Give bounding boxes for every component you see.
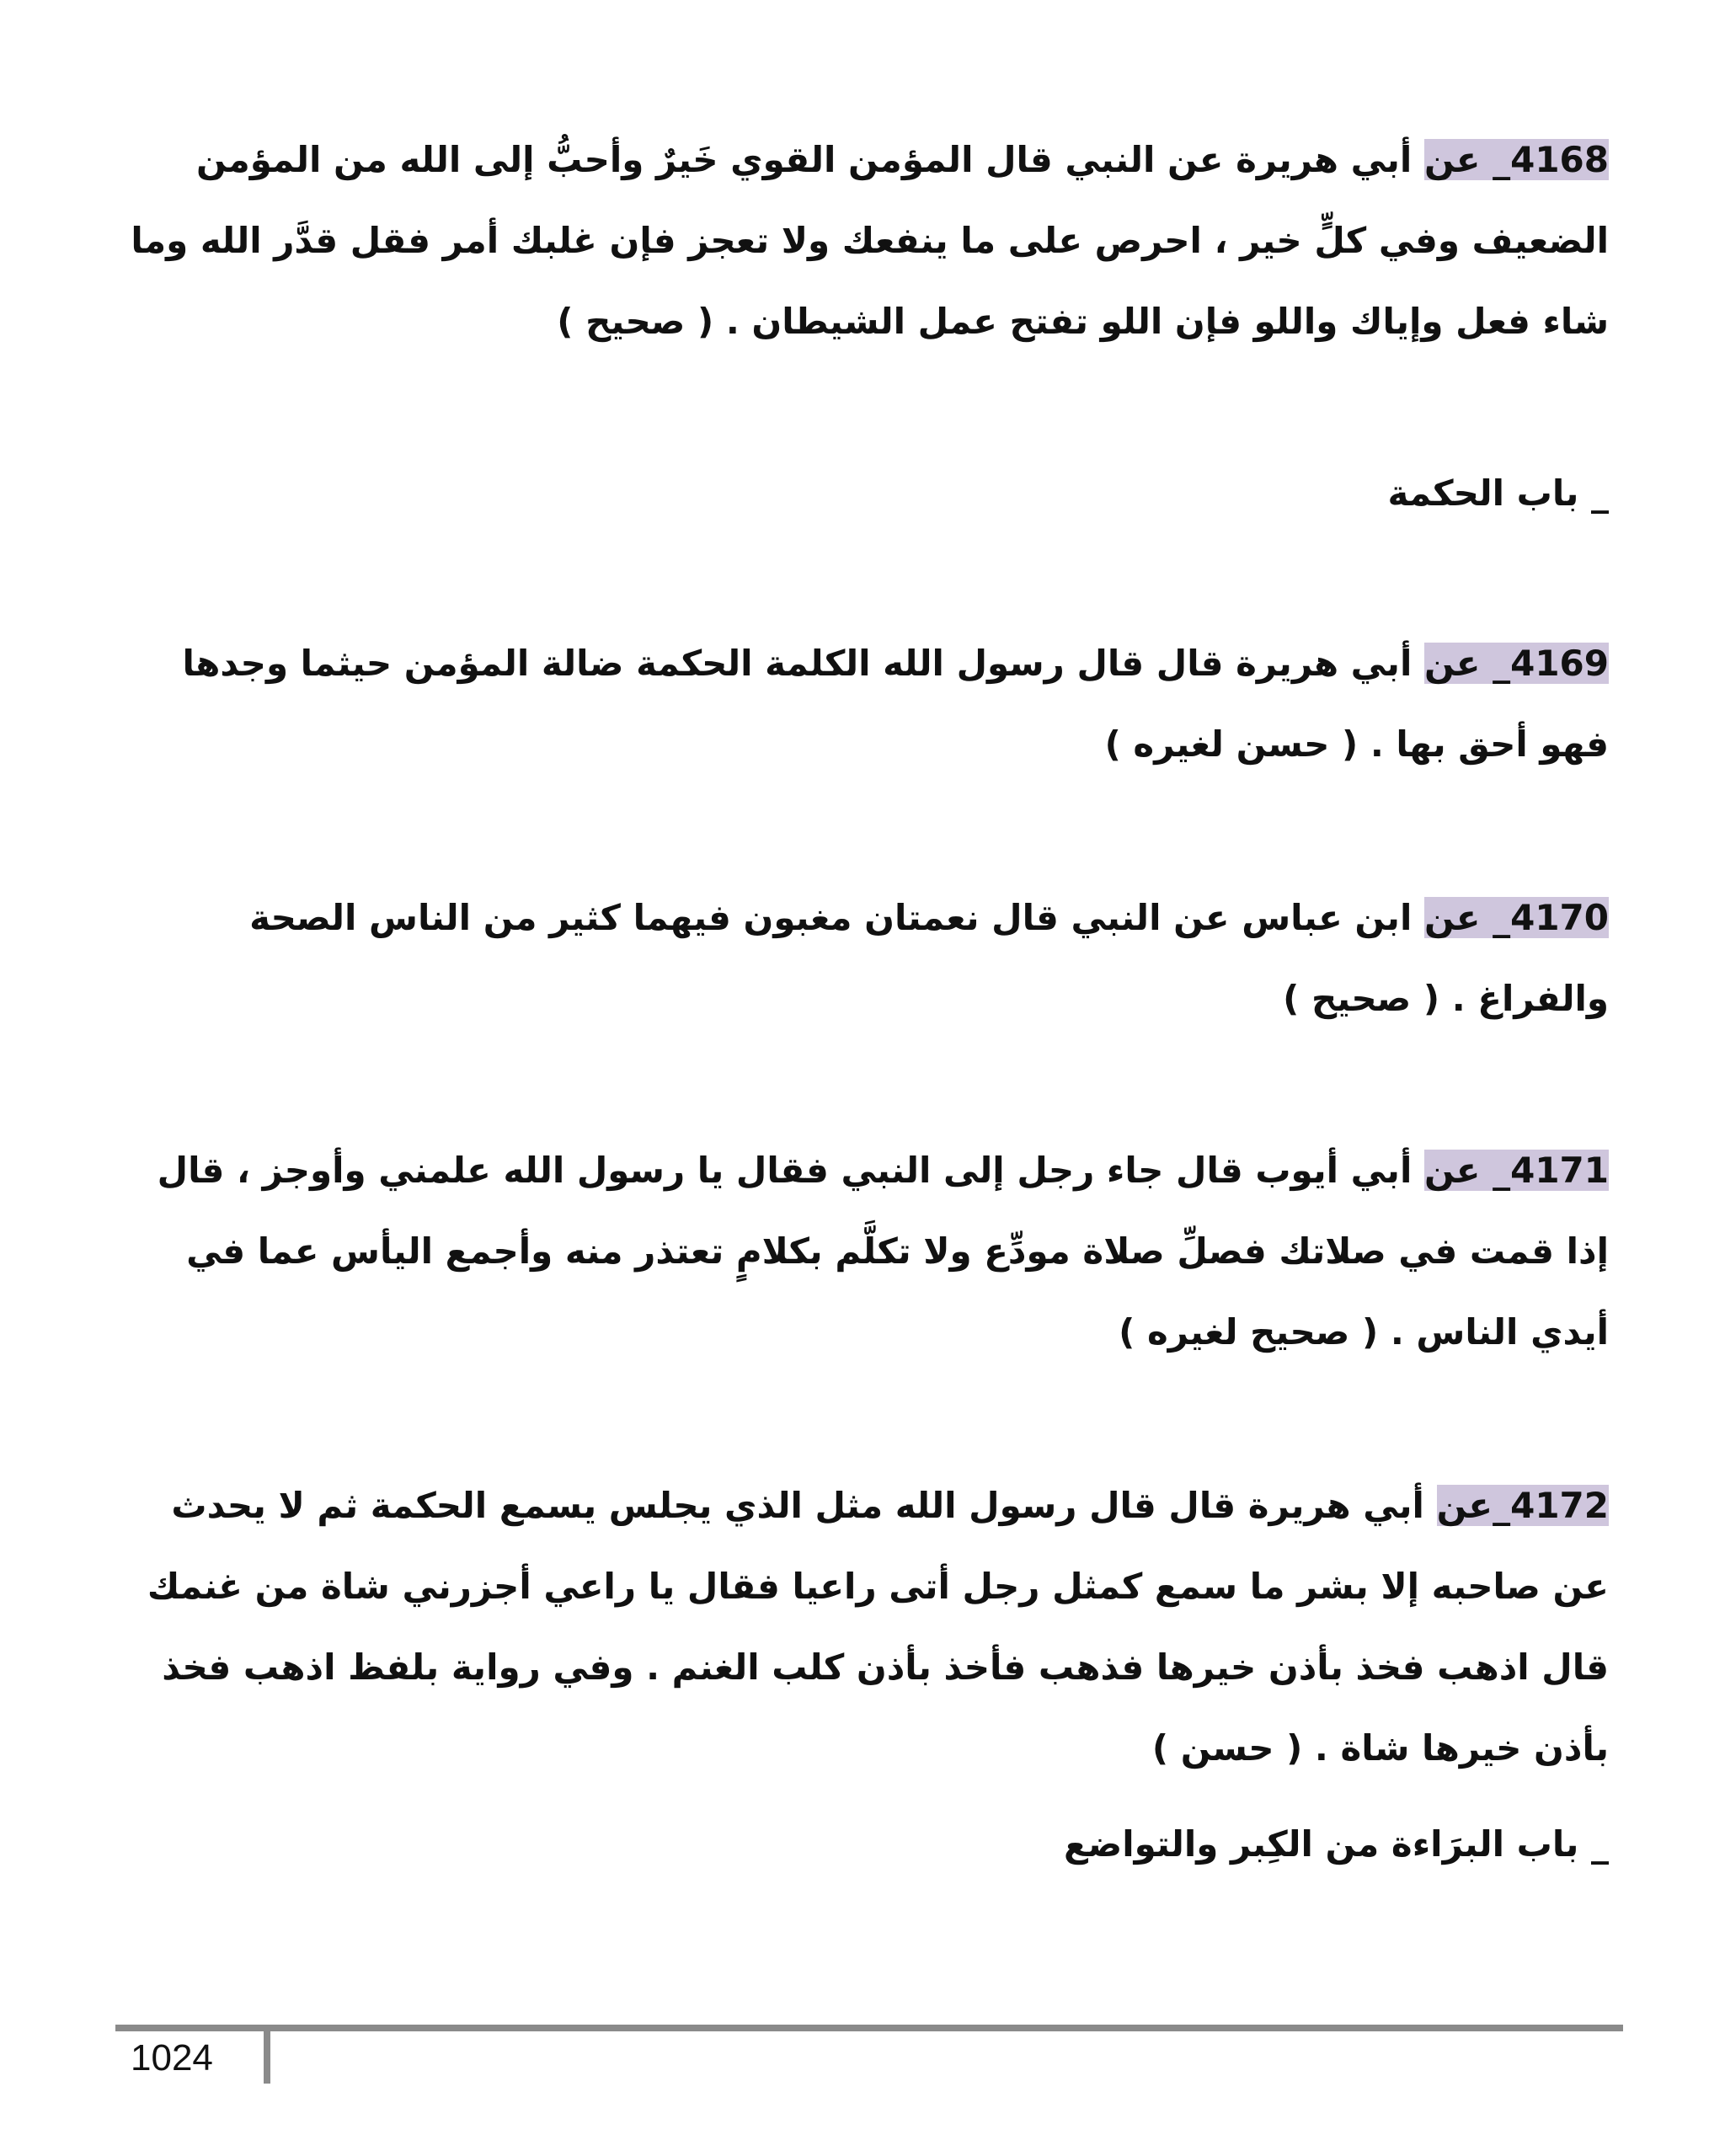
- hadith-text: أبي هريرة عن النبي قال المؤمن القوي خَيرٌ وأحبُّ إلى الله من المؤمن الضعيف وفي كلٍّ خير ، احرص على ما ينفعك ولا تعجز فإن غلبك أمر فقل قدَّر الله وما شاء فعل وإياك واللو فإن اللو تفتح عمل الشيطان . ( صحيح ): [131, 139, 1609, 342]
- hadith-number: 4172: [1510, 1485, 1609, 1526]
- hadith-number: 4169: [1510, 643, 1609, 684]
- hadith-lead-word: عن: [1423, 139, 1481, 180]
- hadith-text: أبي أيوب قال جاء رجل إلى النبي فقال يا رسول الله علمني وأوجز ، قال إذا قمت في صلاتك فصلِّ صلاة مودِّع ولا تكلَّم بكلامٍ تعتذر منه وأجمع اليأس عما في أيدي الناس . ( صحيح لغيره ): [157, 1150, 1609, 1353]
- hadith-number-highlight: [1424, 1150, 1609, 1191]
- hadith-number-highlight: [1437, 1485, 1609, 1526]
- hadith-lead-word: عن: [1423, 643, 1481, 684]
- hadith-lead-word: عن: [1423, 1150, 1481, 1191]
- hadith-separator: _: [1493, 1485, 1511, 1526]
- hadith-text: أبي هريرة قال قال رسول الله الكلمة الحكمة ضالة المؤمن حيثما وجدها فهو أحق بها . ( حسن لغيره ): [182, 643, 1609, 765]
- hadith-number: 4170: [1510, 897, 1609, 938]
- hadith-entry-4171: [126, 1130, 1609, 1373]
- footer-rule: [115, 2025, 1623, 2031]
- hadith-text: ابن عباس عن النبي قال نعمتان مغبون فيهما كثير من الناس الصحة والفراغ . ( صحيح ): [249, 897, 1609, 1019]
- hadith-entry-4169: [126, 623, 1609, 785]
- hadith-number-highlight: [1424, 897, 1609, 938]
- hadith-separator: _: [1493, 897, 1511, 938]
- footer-divider-tick: [264, 2028, 270, 2084]
- hadith-entry-4170: [126, 878, 1609, 1039]
- hadith-separator: _: [1493, 1150, 1511, 1191]
- hadith-number-highlight: [1424, 643, 1609, 684]
- hadith-entry-4168: [126, 120, 1609, 362]
- hadith-separator: _: [1493, 139, 1511, 180]
- hadith-entry-4172: [126, 1465, 1609, 1789]
- hadith-lead-word: عن: [1423, 897, 1481, 938]
- chapter-heading-humility: _ باب البرَاءة من الكِبر والتواضع: [1063, 1823, 1609, 1865]
- hadith-lead-word: عن: [1436, 1485, 1493, 1526]
- hadith-text: أبي هريرة قال قال رسول الله مثل الذي يجلس يسمع الحكمة ثم لا يحدث عن صاحبه إلا بشر ما سمع كمثل رجل أتى راعيا فقال يا راعي أجزرني شاة من غنمك قال اذهب فخذ بأذن خيرها فذهب فأخذ بأذن كلب الغنم . وفي رواية بلفظ اذهب فخذ بأذن خيرها شاة . ( حسن ): [147, 1485, 1609, 1769]
- page-number: 1024: [131, 2037, 213, 2079]
- hadith-separator: _: [1493, 643, 1511, 684]
- hadith-number: 4168: [1510, 139, 1609, 180]
- chapter-heading-wisdom: _ باب الحكمة: [1387, 472, 1609, 514]
- hadith-number: 4171: [1510, 1150, 1609, 1191]
- hadith-number-highlight: [1424, 139, 1609, 180]
